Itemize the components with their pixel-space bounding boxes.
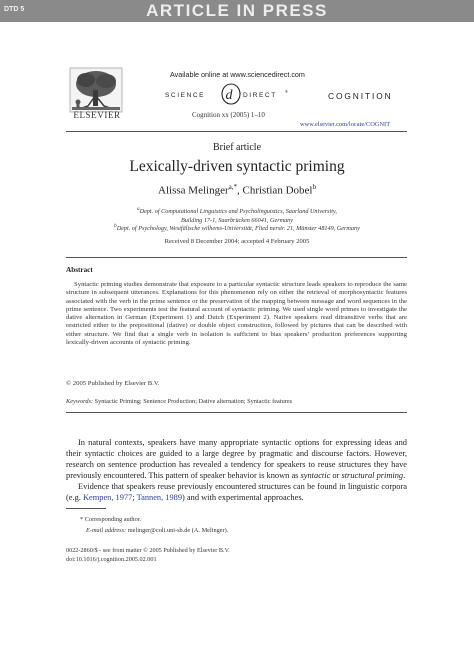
paragraph-text: . [403, 471, 406, 481]
footnote-divider [66, 508, 106, 509]
email-note [86, 527, 228, 534]
corresponding-author-note: * Corresponding author. [80, 516, 142, 523]
abstract-body [66, 281, 407, 347]
affiliation-b [0, 222, 474, 234]
sd-right-text: DIRECT [243, 92, 277, 99]
elsevier-tree-logo-icon [68, 66, 124, 114]
article-title: Lexically-driven syntactic priming [129, 158, 345, 175]
affiliation-line: Dept. of Psychology, Westfälische wilhems-Universität, Flied nerstr. 21, Münster 48149, Germany [116, 225, 360, 233]
author-name: Christian Dobel [242, 184, 313, 197]
doi-line: doi:10.1016/j.cognition.2005.02.001 [66, 556, 157, 563]
paragraph-text: ) and with experimental approaches. [182, 493, 304, 503]
keywords-label: Keywords: [66, 398, 94, 405]
issn-line: 0022-2860/$ - see front matter © 2005 Published by Elsevier B.V. [66, 547, 230, 554]
affiliation-marker: b [114, 223, 117, 229]
affiliation-line: Dept. of Computational Linguistics and Psycholinguistics, Saarland University, [139, 208, 337, 216]
publisher-name: ELSEVIER [73, 110, 121, 120]
author-affiliation-marker[interactable]: b [312, 183, 316, 191]
paragraph-text: ; [132, 493, 137, 503]
svg-text:®: ® [285, 89, 288, 94]
affiliation-line: Building 17-1, Saarbrücken 66041, Germany [180, 216, 294, 224]
sd-left-text: SCIENCE [165, 92, 206, 99]
abstract-copyright: © 2005 Published by Elsevier B.V. [66, 380, 160, 387]
sciencedirect-logo-icon [163, 82, 303, 106]
journal-name: COGNITION [328, 91, 393, 101]
journal-url-link[interactable]: www.elsevier.com/locate/COGNIT [300, 121, 391, 128]
author-name: Alissa Melinger [158, 184, 229, 197]
abstract-heading: Abstract [66, 266, 93, 274]
author-list [0, 183, 474, 197]
journal-citation: Cognition xx (2005) 1–10 [192, 111, 265, 119]
header-divider [66, 131, 407, 132]
author-affiliation-marker[interactable]: a,* [228, 183, 237, 191]
affiliation-marker: a [137, 206, 140, 212]
keywords-list: Syntactic Priming; Sentence Production; Dative alternation; Syntactic features [93, 398, 293, 405]
paragraph-text: In natural contexts, speakers have many appropriate syntactic options for expressing ideas and their syntactic choices are guided to a large degree by pragmatic and discourse factors. However, research on sentence production has revealed a tendency for speakers to reuse structures they have previously encountered. This pattern of speaker behavior is known as [66, 438, 407, 481]
citation-link[interactable]: Kempen, 1977 [82, 493, 133, 503]
received-dates: Received 8 December 2004; accepted 4 February 2005 [164, 238, 310, 245]
svg-text:d: d [225, 88, 233, 103]
citation-link[interactable]: Tannen, 1989 [136, 493, 183, 503]
keywords [66, 398, 292, 405]
email-address: melinger@coli.uni-sb.de (A. Melinger). [126, 527, 229, 534]
article-type: Brief article [212, 142, 262, 153]
abstract-bottom-divider [66, 412, 407, 413]
emphasis: syntactic [300, 471, 331, 481]
author-separator: , [236, 184, 243, 197]
paragraph-text: or [330, 471, 342, 481]
article-in-press-text: ARTICLE IN PRESS [146, 1, 328, 20]
abstract-top-divider [66, 257, 407, 258]
email-label: E-mail address: [86, 527, 127, 534]
emphasis: structural priming [341, 471, 404, 481]
paragraph-text: Evidence that speakers reuse previously encountered structures can be found in linguistic corpora (e.g. [66, 482, 407, 503]
available-online-text: Available online at www.sciencedirect.com [170, 70, 305, 79]
dtd-label: DTD 5 [4, 6, 25, 13]
abstract-text: Syntactic priming studies demonstrate that exposure to a particular syntactic structure leads speakers to reproduce the same structure in subsequent utterances. Explanations for this phenomenon rely on either the retrieval of morphosyntactic features associated with the verb in the prime sentence or the preservation of the mapping between message and word sequences in the prime sentence. Two experiments test the featural account of syntactic priming. We used single word primes to investigate the dative alternation in German (Experiment 1) and Dutch (Experiment 2). Native speakers read ditransitive verbs that are restricted either to the prepositional (dative) or double object construction, followed by pictures that can be described with either structure. We find that a single verb in isolation is sufficient to bias speakers’ production preferences supporting lexically-driven accounts of syntactic priming. [66, 281, 407, 347]
introduction-text [66, 437, 407, 504]
